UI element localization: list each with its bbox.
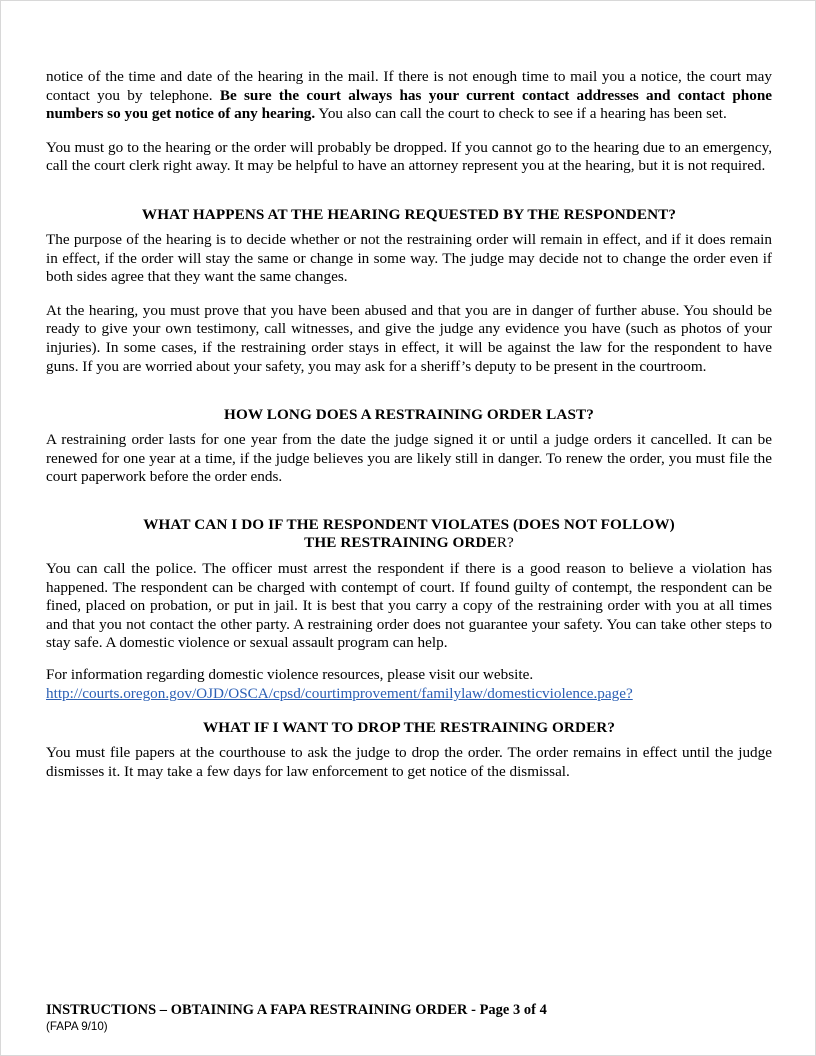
paragraph-continued-notice	[46, 68, 772, 124]
paragraph-purpose-of-hearing: The purpose of the hearing is to decide whether or not the restraining order will remain in effect, and if it does remain in effect, if the order will stay the same or change in some way. The judge may decide not to change the order even if both sides agree that they want the same changes.	[46, 230, 772, 286]
document-content	[46, 68, 772, 796]
domestic-violence-resources-link[interactable]: http://courts.oregon.gov/OJD/OSCA/cpsd/courtimprovement/familylaw/domesticviolence.page?	[46, 685, 633, 703]
heading-how-long-order-lasts: HOW LONG DOES A RESTRAINING ORDER LAST?	[224, 406, 594, 424]
heading-line-2-suffix: R?	[496, 534, 514, 552]
page-footer	[46, 1002, 772, 1034]
heading-respondent-violates-order	[46, 502, 772, 553]
paragraph-order-duration: A restraining order lasts for one year from the date the judge signed it or until a judge orders it cancelled. It can be renewed for one year at a time, if the judge believes you are likely still in danger. To renew the order, you must file the court paperwork before the order ends.	[46, 431, 772, 486]
paragraph-dropping-order: You must file papers at the courthouse to ask the judge to drop the order. The order remains in effect until the judge dismisses it. It may take a few days for law enforcement to get notice of the dismissal.	[46, 744, 772, 780]
paragraph-text-part-1: notice of the time and date of the hearing in the mail. If there is not enough time to mail you a notice, the court may contact you by telephone.	[46, 68, 772, 104]
paragraph-proving-abuse: At the hearing, you must prove that you have been abused and that you are in danger of further abuse. You should be ready to give your own testimony, call witnesses, and give the judge any evidence you have (such as photos of your injuries). In some cases, if the restraining order stays in effect, it will be against the law for the respondent to have guns. If you are worried about your safety, you may ask for a sheriff’s deputy to be present in the courtroom.	[46, 301, 772, 375]
paragraph-violation-consequences: You can call the police. The officer must arrest the respondent if there is a good reason to believe a violation has happened. The respondent can be charged with contempt of court. If found guilty of contempt, the respondent can be fined, placed on probation, or put in jail. It is best that you carry a copy of the restraining order with you at all times and that you not contact the other party. A restraining order does not guarantee your safety. You can take other steps to stay safe. A domestic violence or sexual assault program can help.	[46, 559, 772, 652]
paragraph-attend-hearing: You must go to the hearing or the order will probably be dropped. If you cannot go to the hearing due to an emergency, call the court clerk right away. It may be helpful to have an attorney represent you at the hearing, but it is not required.	[46, 138, 772, 175]
resources-link-container	[46, 685, 772, 704]
footer-title: INSTRUCTIONS – OBTAINING A FAPA RESTRAINING ORDER - Page 3 of 4	[46, 1002, 547, 1018]
resources-intro-text: For information regarding domestic violence resources, please visit our website.	[46, 665, 534, 683]
heading-what-happens-at-hearing: WHAT HAPPENS AT THE HEARING REQUESTED BY THE RESPONDENT?	[141, 205, 677, 223]
footer-form-code: (FAPA 9/10)	[46, 1020, 108, 1033]
heading-line-1: WHAT CAN I DO IF THE RESPONDENT VIOLATES (DOES NOT FOLLOW)	[143, 515, 675, 533]
heading-drop-restraining-order: WHAT IF I WANT TO DROP THE RESTRAINING ORDER?	[202, 719, 616, 737]
paragraph-text-part-2: You also can call the court to check to see if a hearing has been set.	[315, 105, 727, 123]
paragraph-emphasis-contact-info: Be sure the court always has your current contact addresses and contact phone numbers so you get notice of any hearing.	[46, 86, 773, 123]
heading-line-2: THE RESTRAINING ORDE	[304, 534, 497, 552]
